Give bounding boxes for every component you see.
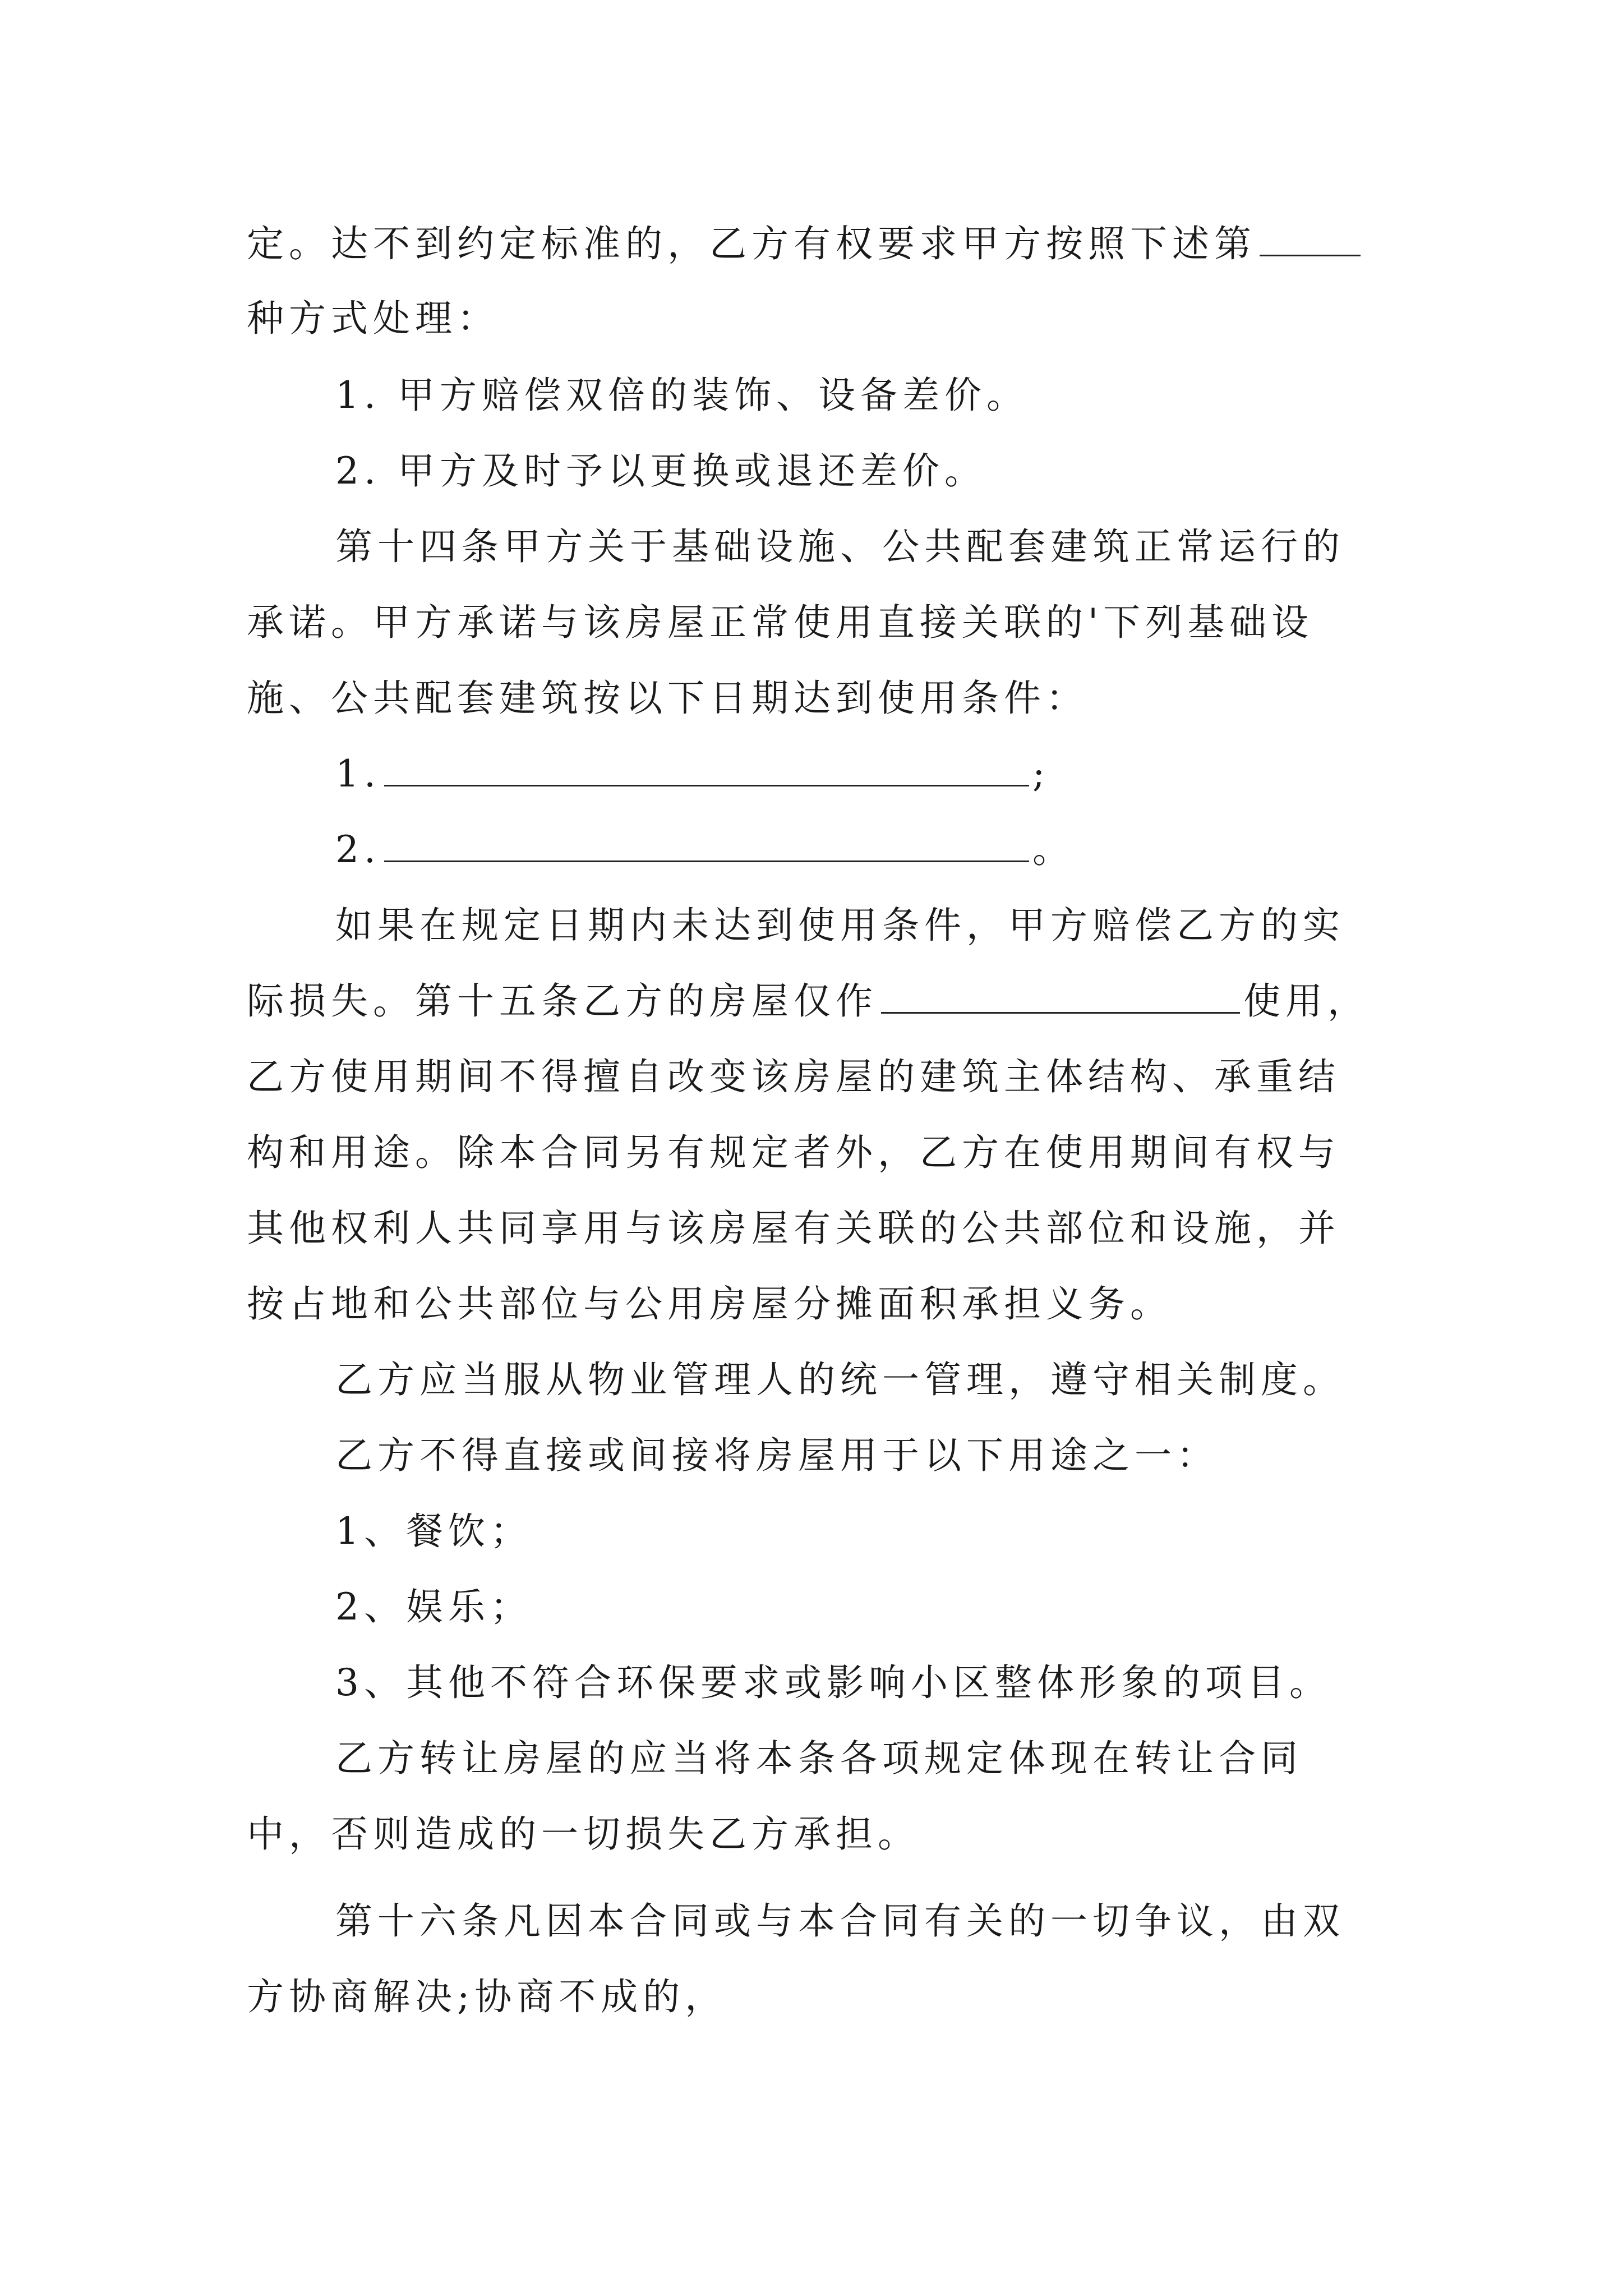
list-item: 2、娱乐； [335,1585,532,1628]
paragraph-line: 按占地和公共部位与公用房屋分摊面积承担义务。 [247,1282,1172,1326]
item-number: 2. [335,828,381,871]
paragraph-line: 如果在规定日期内未达到使用条件，甲方赔偿乙方的实 [335,904,1345,947]
paragraph-line [247,976,1370,1027]
paragraph-line: 种方式处理： [247,297,499,340]
clause-heading: 第十四条甲方关于基础设施、公共配套建筑正常运行的 [335,525,1345,568]
list-item [335,749,1050,799]
fill-in-blank[interactable] [881,977,1240,1014]
paragraph-line: 承诺。甲方承诺与该房屋正常使用直接关联的'下列基础设 [247,601,1314,644]
list-item: 1、餐饮； [335,1510,532,1553]
item-end: 。 [1032,828,1075,871]
paragraph-line: 乙方应当服从物业管理人的统一管理，遵守相关制度。 [335,1358,1345,1401]
list-item [335,825,1075,875]
item-end: ; [1032,752,1050,795]
fill-in-blank[interactable] [384,750,1029,786]
clause-heading: 第十六条凡因本合同或与本合同有关的一切争议，由双 [335,1899,1345,1943]
line-text: 际损失。第十五条乙方的房屋仅作 [247,979,878,1023]
paragraph-line: 乙方使用期间不得擅自改变该房屋的建筑主体结构、承重结 [247,1055,1340,1098]
paragraph-line: 其他权利人共同享用与该房屋有关联的公共部位和设施，并 [247,1207,1340,1250]
list-item: 3、其他不符合环保要求或影响小区整体形象的项目。 [335,1661,1331,1704]
paragraph-line: 乙方不得直接或间接将房屋用于以下用途之一： [335,1434,1219,1477]
paragraph-line: 构和用途。除本合同另有规定者外，乙方在使用期间有权与 [247,1131,1340,1174]
list-item: 1. 甲方赔偿双倍的装饰、设备差价。 [335,374,1029,417]
fill-in-blank[interactable] [1260,220,1361,256]
line-text: 定。达不到约定标准的，乙方有权要求甲方按照下述第 [247,222,1256,265]
paragraph-line [247,219,1364,269]
line-text: 使用， [1243,979,1370,1023]
paragraph-line: 施、公共配套建筑按以下日期达到使用条件： [247,677,1088,720]
item-number: 1. [335,752,381,795]
paragraph-line: 乙方转让房屋的应当将本条各项规定体现在转让合同 [335,1737,1303,1780]
list-item: 2. 甲方及时予以更换或退还差价。 [335,449,986,493]
paragraph-line: 方协商解决;协商不成的， [247,1975,727,2018]
fill-in-blank[interactable] [384,826,1029,862]
paragraph-line: 中，否则造成的一切损失乙方承担。 [247,1812,920,1856]
